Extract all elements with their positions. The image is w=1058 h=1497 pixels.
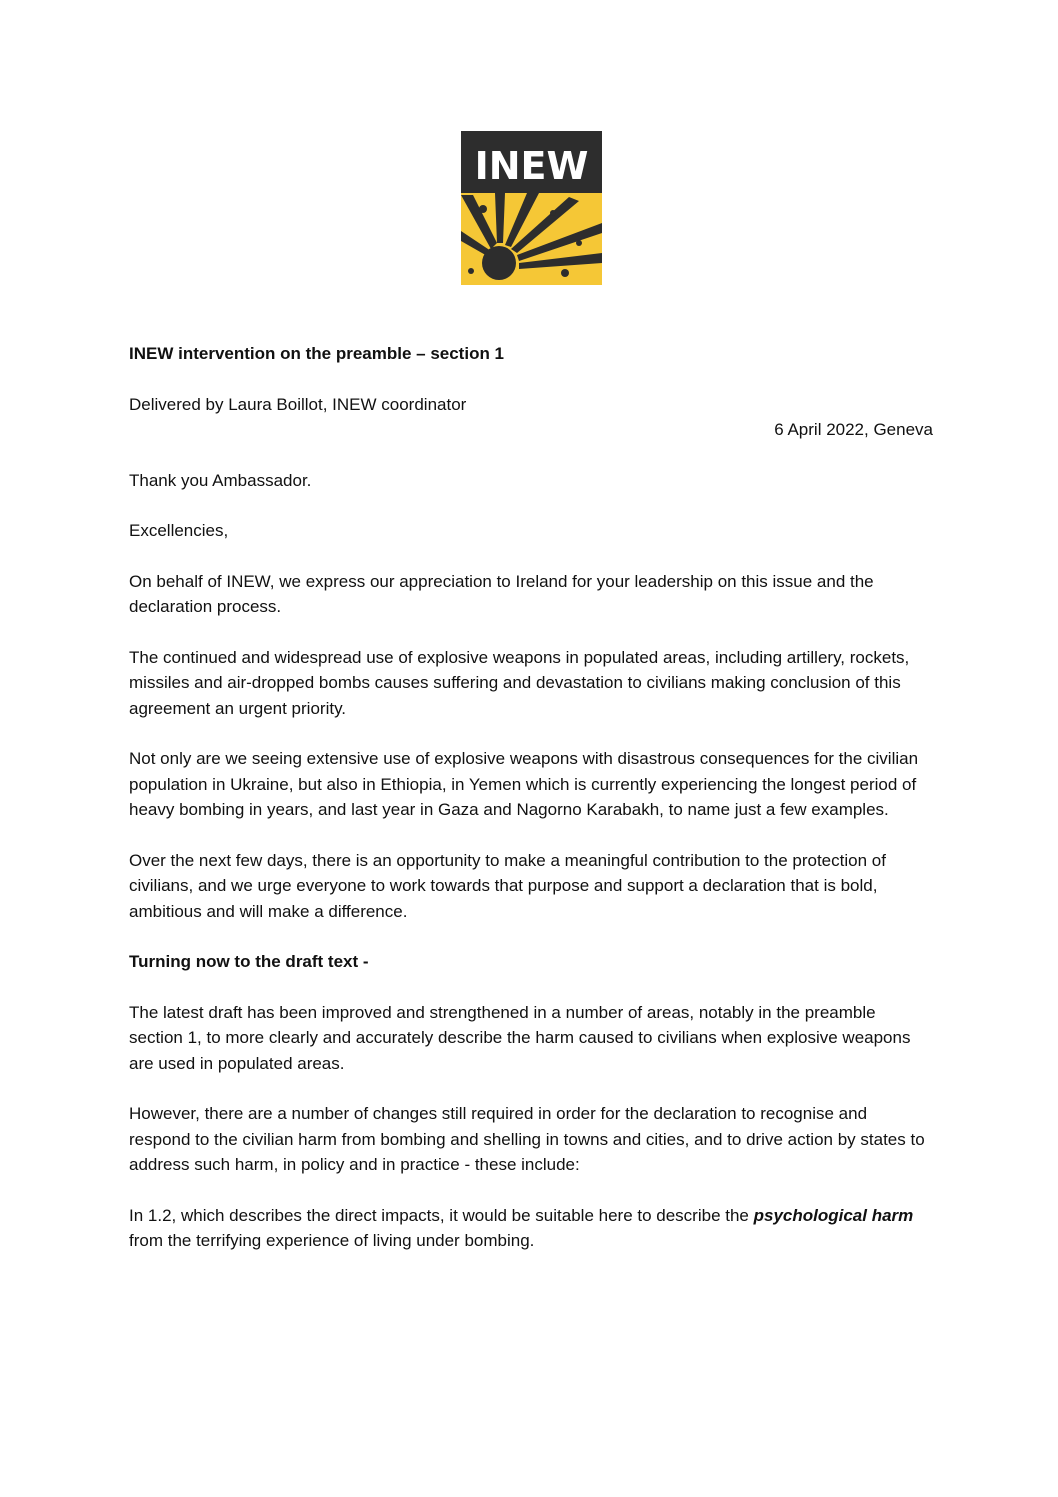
emphasis-psychological-harm: psychological harm	[753, 1205, 914, 1225]
logo-text: INEW	[474, 144, 589, 188]
date-place: 6 April 2022, Geneva	[774, 420, 933, 439]
inew-logo	[461, 131, 602, 285]
paragraph-changes-required: However, there are a number of changes still required in order for the declaration to recognise and respond to the civilian harm from bombing and shelling in towns and cities, and to drive action by states to address such harm, in policy and in practice - these include:	[129, 1104, 925, 1174]
document-title: INEW intervention on the preamble – section 1	[129, 344, 505, 363]
document-body	[129, 341, 933, 1254]
salutation: Excellencies,	[129, 521, 229, 540]
paragraph-latest-draft: The latest draft has been improved and strengthened in a number of areas, notably in the preamble section 1, to more clearly and accurately describe the harm caused to civilians when explosive weapons are used in populated areas.	[129, 1002, 911, 1073]
paragraph-continued-use: The continued and widespread use of explosive weapons in populated areas, including artillery, rockets, missiles and air-dropped bombs causes suffering and devastation to civilians making conclusion of this agreement an urgent priority.	[129, 647, 910, 718]
section-heading: Turning now to the draft text -	[129, 952, 369, 971]
paragraph-text-start: In 1.2, which describes the direct impacts, it would be suitable here to describe the	[129, 1205, 754, 1225]
paragraph-appreciation: On behalf of INEW, we express our appreciation to Ireland for your leadership on this issue and the declaration process.	[129, 571, 874, 616]
delivered-by: Delivered by Laura Boillot, INEW coordinator	[129, 394, 467, 414]
greeting: Thank you Ambassador.	[129, 470, 312, 490]
paragraph-psychological-harm	[129, 1203, 933, 1254]
paragraph-text-end: from the terrifying experience of living under bombing.	[129, 1231, 535, 1250]
paragraph-examples: Not only are we seeing extensive use of explosive weapons with disastrous consequences for the civilian population in Ukraine, but also in Ethiopia, in Yemen which is currently experiencing the longest period of heavy bombing in years, and last year in Gaza and Nagorno Karabakh, to name just a few examples.	[129, 749, 919, 819]
paragraph-opportunity: Over the next few days, there is an opportunity to make a meaningful contribution to the protection of civilians, and we urge everyone to work towards that purpose and support a declaration that is bold, ambitious and will make a difference.	[129, 850, 886, 921]
